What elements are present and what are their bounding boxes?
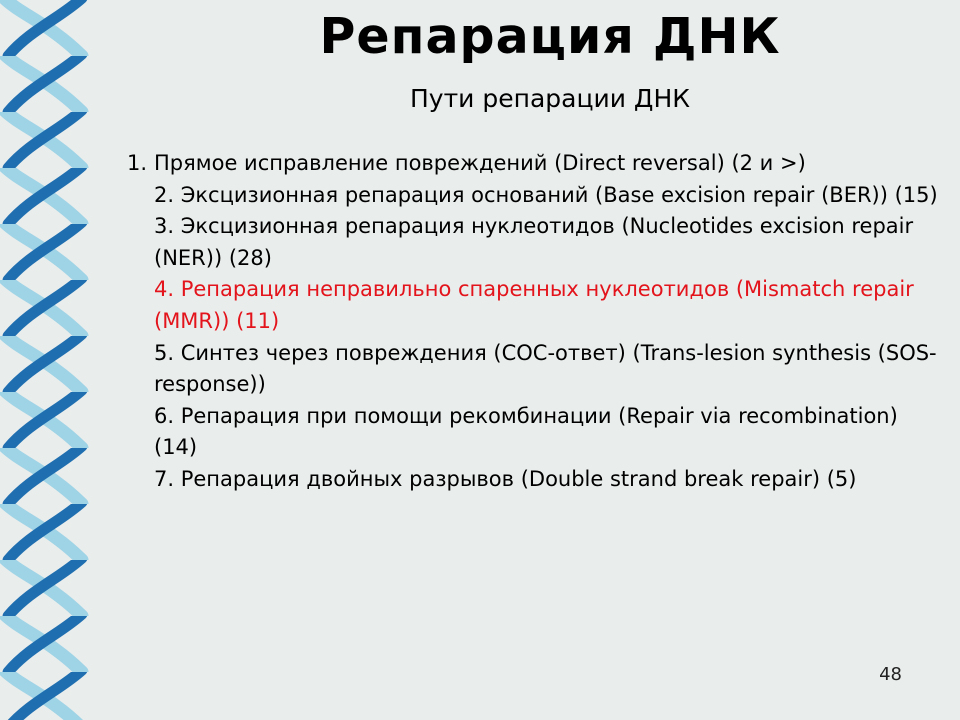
list-item: 2. Эксцизионная репарация оснований (Base excision repair (BER)) (15) (154, 182, 938, 207)
slide-number: 48 (879, 664, 902, 685)
list-item-text: Прямое исправление повреждений (Direct reversal) (2 и >) (154, 151, 806, 175)
list-item: 5. Синтез через повреждения (СОС-ответ) (Trans-lesion synthesis (SOS-response)) (154, 340, 937, 397)
slide-subtitle: Пути репарации ДНК (410, 84, 690, 113)
list-item: 6. Репарация при помощи рекомбинации (Repair via recombination) (14) (154, 403, 898, 460)
list-item-highlighted: 4. Репарация неправильно спаренных нуклеотидов (Mismatch repair (MMR)) (11) (154, 277, 914, 333)
list-item: 3. Эксцизионная репарация нуклеотидов (Nucleotides excision repair (NER)) (28) (154, 214, 914, 270)
list-item (127, 148, 947, 180)
list-item: 7. Репарация двойных разрывов (Double strand break repair) (5) (154, 466, 857, 491)
dna-helix-icon (0, 0, 90, 720)
list-number: 1. (127, 151, 148, 175)
repair-pathways-list (127, 148, 947, 496)
slide-title: Репарация ДНК (319, 8, 781, 65)
